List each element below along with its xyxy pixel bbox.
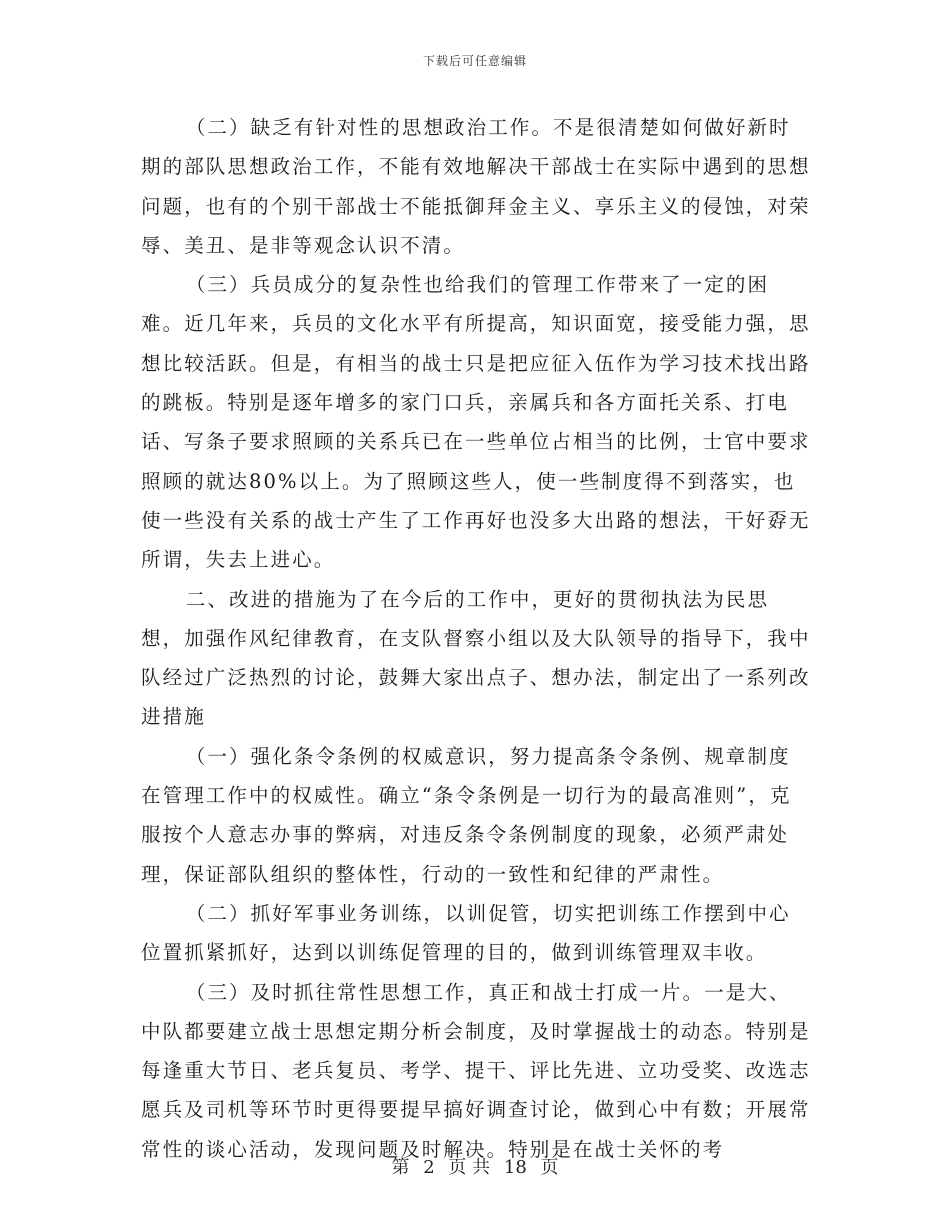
paragraph-regulation-authority: （一）强化条令条例的权威意识，努力提高条令条例、规章制度在管理工作中的权威性。确立“条令条例是一切行为的最高准则”，克服按个人意志办事的弊病，对违反条令条例制度的现象，必须严肃处理，保证部队组织的整体性，行动的一致性和纪律的严肃性。 bbox=[141, 744, 792, 886]
page-header-note: 下载后可任意编辑 bbox=[422, 54, 527, 68]
paragraph-recruit-composition: （三）兵员成分的复杂性也给我们的管理工作带来了一定的困难。近几年来，兵员的文化水平有所提高，知识面宽，接受能力强，思想比较活跃。但是，有相当的战士只是把应征入伍作为学习技术找出路的跳板。特别是逐年增多的家门口兵，亲属兵和各方面托关系、打电话、写条子要求照顾的关系兵已在一些单位占相当的比例，士官中要求照顾的就达80%以上。为了照顾这些人，使一些制度得不到落实，也使一些没有关系的战士产生了工作再好也没多大出路的想法，干好孬无所谓，失去上进心。 bbox=[141, 273, 811, 572]
paragraph-improvement-measures: 二、改进的措施为了在今后的工作中，更好的贯彻执法为民思想，加强作风纪律教育，在支队督察小组以及大队领导的指导下，我中队经过广泛热烈的讨论，鼓舞大家出点子、想办法，制定出了一系列改进措施 bbox=[141, 587, 811, 729]
document-body bbox=[141, 108, 811, 1169]
paragraph-ideological-work: （三）及时抓往常性思想工作，真正和战士打成一片。一是大、中队都要建立战士思想定期分析会制度，及时掌握战士的动态。特别是每逢重大节日、老兵复员、考学、提干、评比先进、立功受奖、改选志愿兵及司机等环节时更得要提早搞好调查讨论，做到心中有数；开展常常性的谈心活动，发现问题及时解决。特别是在战士关怀的考 bbox=[141, 980, 811, 1161]
footer-page-number: 2 bbox=[423, 1157, 435, 1178]
paragraph-military-training: （二）抓好军事业务训练，以训促管，切实把训练工作摆到中心位置抓紧抓好，达到以训练促管理的目的，做到训练管理双丰收。 bbox=[141, 901, 791, 965]
footer-total-pages: 18 bbox=[503, 1157, 527, 1178]
footer-suffix: 页 bbox=[540, 1157, 559, 1178]
footer-middle: 页 共 bbox=[448, 1157, 491, 1178]
page-footer bbox=[0, 1153, 950, 1179]
footer-prefix: 第 bbox=[391, 1157, 410, 1178]
paragraph-lack-political-work: （二）缺乏有针对性的思想政治工作。不是很清楚如何做好新时期的部队思想政治工作，不能有效地解决干部战士在实际中遇到的思想问题，也有的个别干部战士不能抵御拜金主义、享乐主义的侵蚀，对荣辱、美丑、是非等观念认识不清。 bbox=[141, 116, 811, 257]
